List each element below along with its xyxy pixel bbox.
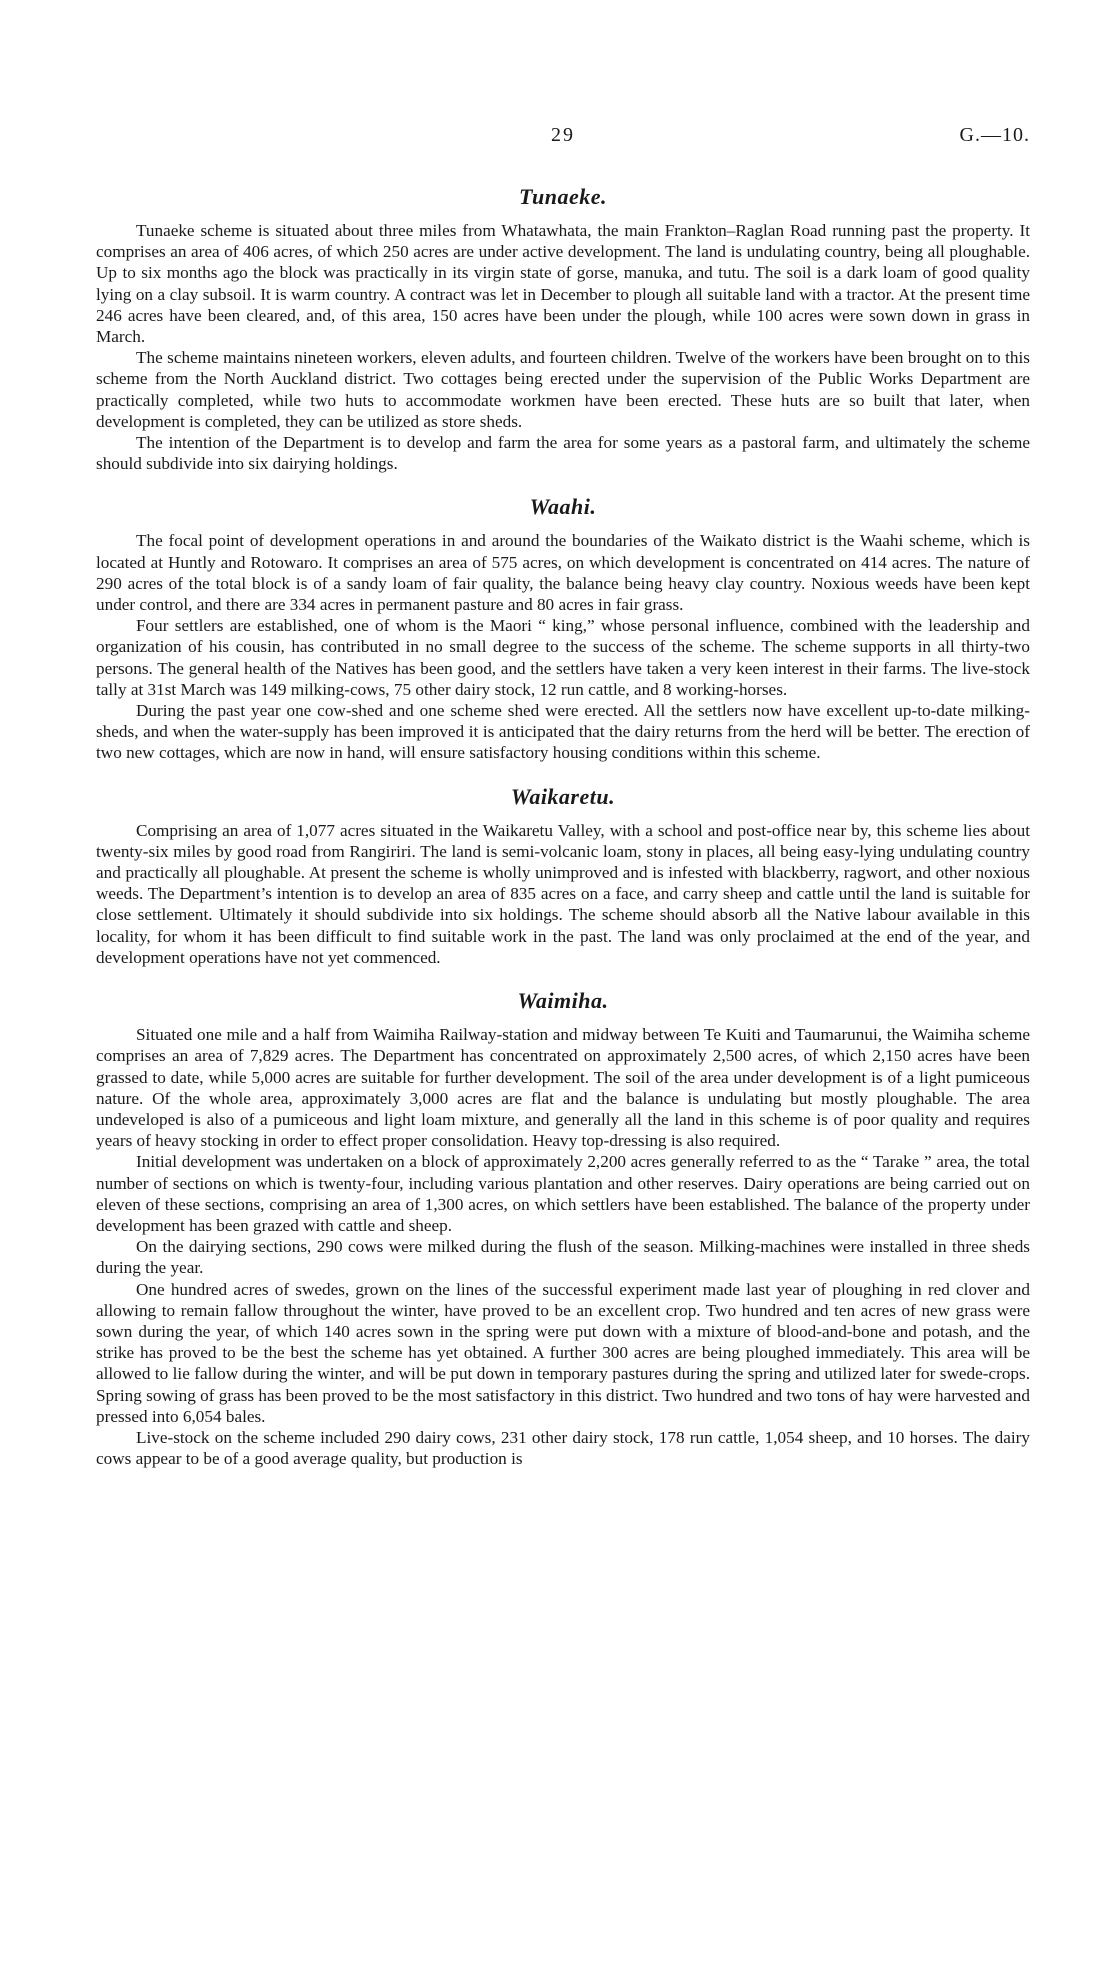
paragraph: On the dairying sections, 290 cows were milked during the flush of the season. Milking-machines were installed in three sheds during the year. [96,1237,1030,1278]
page-header [96,124,1030,154]
page-body [96,182,1030,1469]
paragraph: Live-stock on the scheme included 290 dairy cows, 231 other dairy stock, 178 run cattle, 1,054 sheep, and 10 horses. The dairy cows appear to be of a good average quality, but production is [96,1427,1030,1469]
section-waimiha [96,986,1030,1469]
paragraph: Initial development was undertaken on a block of approximately 2,200 acres generally referred to as the “ Tarake ” area, the total number of sections on which is twenty-four, including various plantation and other reserves. Dairy operations are being carried out on eleven of these sections, comprising an area of 1,300 acres, on which settlers have been established. The balance of the property under development has been grazed with cattle and sheep. [96,1152,1030,1235]
paragraph: The scheme maintains nineteen workers, eleven adults, and fourteen children. Twelve of the workers have been brought on to this scheme from the North Auckland district. Two cottages being erected under the supervision of the Public Works Department are practically completed, while two huts to accommodate workmen have been erected. These huts are so built that later, when development is completed, they can be utilized as store sheds. [96,348,1030,431]
section-heading: Waikaretu. [510,783,616,809]
paragraph: Situated one mile and a half from Waimiha Railway-station and midway between Te Kuiti and Taumarunui, the Waimiha scheme comprises an area of 7,829 acres. The Department has concentrated on approximately 2,500 acres, of which 2,150 acres have been grassed to date, while 5,000 acres are suitable for further development. The soil of the area under development is of a light pumiceous nature. Of the whole area, approximately 3,000 acres are flat and the balance is undulating but mostly ploughable. The area undeveloped is also of a pumiceous and light loam mixture, and generally all the land in this scheme is of poor quality and requires years of heavy stocking in order to effect proper consolidation. Heavy top-dressing is also required. [96,1025,1030,1151]
paragraph: The focal point of development operations in and around the boundaries of the Waikato district is the Waahi scheme, which is located at Huntly and Rotowaro. It comprises an area of 575 acres, on which development is concentrated on 414 acres. The nature of 290 acres of the total block is of a sandy loam of fair quality, the balance being heavy clay country. Noxious weeds have been kept under control, and there are 334 acres in permanent pasture and 80 acres in fair grass. [96,531,1030,615]
paragraph: Comprising an area of 1,077 acres situated in the Waikaretu Valley, with a school and post-office near by, this scheme lies about twenty-six miles by good road from Rangiriri. The land is semi-volcanic loam, stony in places, all being easy-lying undulating country and practically all ploughable. At present the scheme is wholly unimproved and is infested with blackberry, ragwort, and other noxious weeds. The Department’s intention is to develop an area of 835 acres on a face, and carry sheep and cattle until the land is suitable for close settlement. Ultimately it should subdivide into six holdings. The scheme should absorb all the Native labour available in this locality, for whom it has been difficult to find suitable work in the past. The land was only proclaimed at the end of the year, and development operations have not yet commenced. [96,820,1030,967]
paragraph: Tunaeke scheme is situated about three miles from Whatawhata, the main Frankton–Raglan Road running past the property. It comprises an area of 406 acres, of which 250 acres are under active development. The land is undulating country, being all ploughable. Up to six months ago the block was practically in its virgin state of gorse, manuka, and tutu. The soil is a dark loam of good quality lying on a clay subsoil. It is warm country. A contract was let in December to plough all suitable land with a tractor. At the present time 246 acres have been cleared, and, of this area, 150 acres have been under the plough, while 100 acres were sown down in grass in March. [96,221,1030,347]
section-heading: Waahi. [529,494,597,520]
section-heading: Tunaeke. [518,184,608,209]
section-waahi [96,492,1030,763]
paragraph: The intention of the Department is to develop and farm the area for some years as a pastoral farm, and ultimately the scheme should subdivide into six dairying holdings. [96,433,1030,474]
paragraph: One hundred acres of swedes, grown on the lines of the successful experiment made last year of ploughing in red clover and allowing to remain fallow throughout the winter, have proved to be an excellent crop. Two hundred and ten acres of new grass were sown during the year, of which 140 acres sown in the spring were put down with a mixture of blood-and-bone and potash, and the strike has proved to be the best the scheme has yet obtained. A further 300 acres are being ploughed immediately. This area will be allowed to lie fallow during the winter, and will be put down in temporary pastures during the spring and utilized later for swede-crops. Spring sowing of grass has been proved to be the most satisfactory in this district. Two hundred and two tons of hay were harvested and pressed into 6,054 bales. [96,1279,1030,1426]
page-number: 29 [551,124,575,146]
section-heading: Waimiha. [517,988,609,1014]
section-waikaretu [96,782,1030,968]
document-code: G.—10. [959,124,1030,146]
section-tunaeke [96,182,1030,474]
paragraph: Four settlers are established, one of whom is the Maori “ king,” whose personal influence, combined with the leadership and organization of his cousin, has contributed in no small degree to the success of the scheme. The scheme supports in all thirty-two persons. The general health of the Natives has been good, and the settlers have taken a very keen interest in their farms. The live-stock tally at 31st March was 149 milking-cows, 75 other dairy stock, 12 run cattle, and 8 working-horses. [96,616,1030,699]
paragraph: During the past year one cow-shed and one scheme shed were erected. All the settlers now have excellent up-to-date milking-sheds, and when the water-supply has been improved it is anticipated that the dairy returns from the herd will be better. The erection of two new cottages, which are now in hand, will ensure satisfactory housing conditions within this scheme. [96,701,1030,763]
